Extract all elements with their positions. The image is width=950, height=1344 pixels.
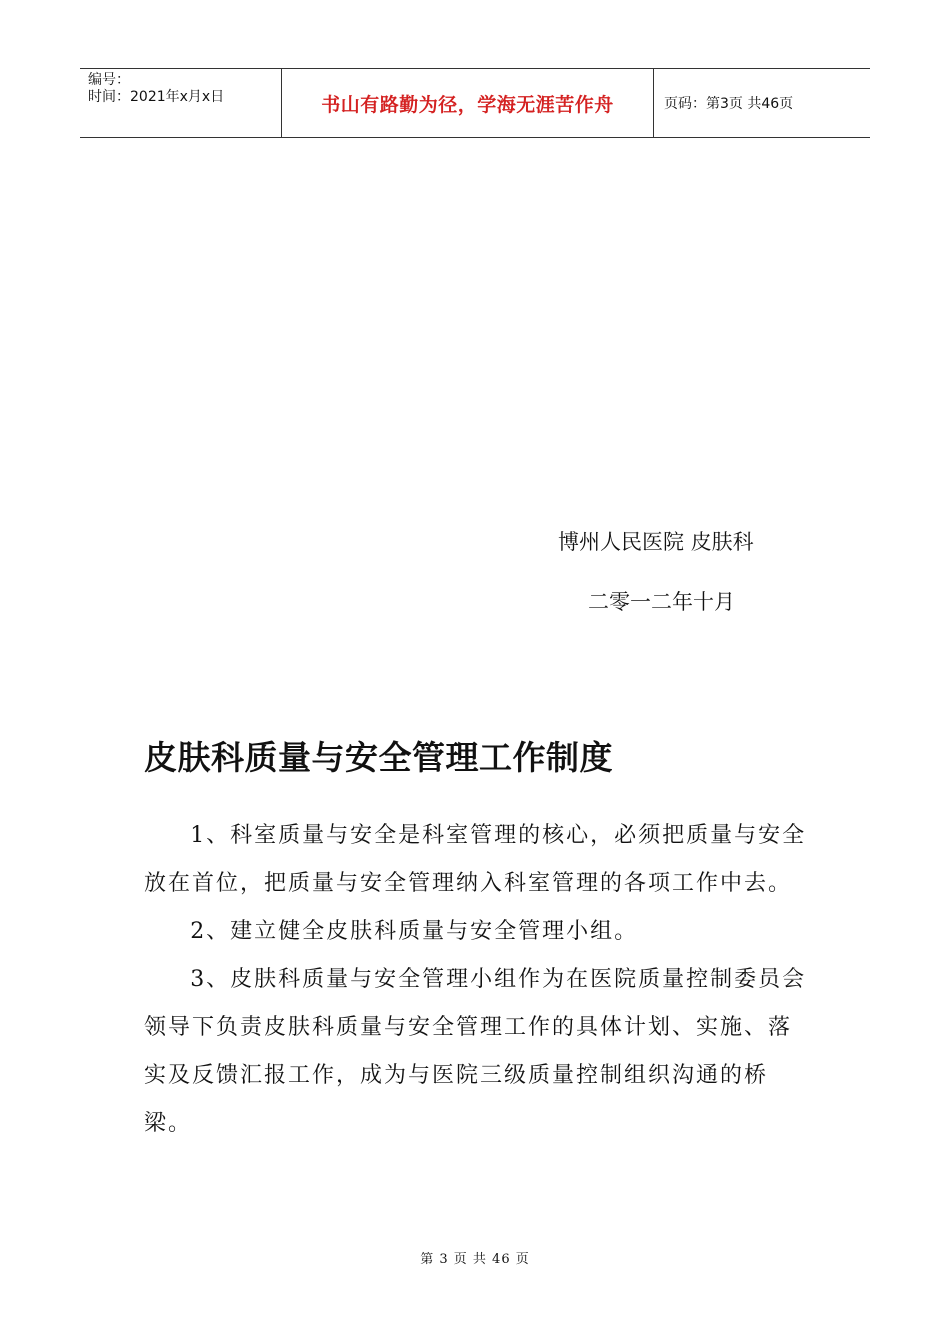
paragraph-1: 1、科室质量与安全是科室管理的核心，必须把质量与安全放在首位，把质量与安全管理纳入科室管理的各项工作中去。	[144, 823, 807, 896]
header-meta-cell	[80, 69, 282, 137]
time-label: 时间：2021年x月x日	[88, 89, 225, 105]
signature-date: 二零一二年十月	[588, 590, 735, 614]
header-motto: 书山有路勤为径，学海无涯苦作舟	[282, 69, 654, 137]
page-header-table	[80, 68, 870, 138]
signature-organization: 博州人民医院 皮肤科	[558, 530, 754, 554]
document-title: 皮肤科质量与安全管理工作制度	[144, 738, 613, 777]
paragraph-3: 3、皮肤科质量与安全管理小组作为在医院质量控制委员会领导下负责皮肤科质量与安全管理工作的具体计划、实施、落实及反馈汇报工作，成为与医院三级质量控制组织沟通的桥梁。	[144, 967, 807, 1136]
paragraph-2: 2、建立健全皮肤科质量与安全管理小组。	[190, 919, 639, 944]
document-body	[144, 812, 812, 1148]
number-label: 编号：	[88, 72, 130, 88]
page-footer: 第 3 页 共 46 页	[420, 1252, 530, 1267]
header-page-info: 页码：第3页 共46页	[664, 96, 794, 112]
